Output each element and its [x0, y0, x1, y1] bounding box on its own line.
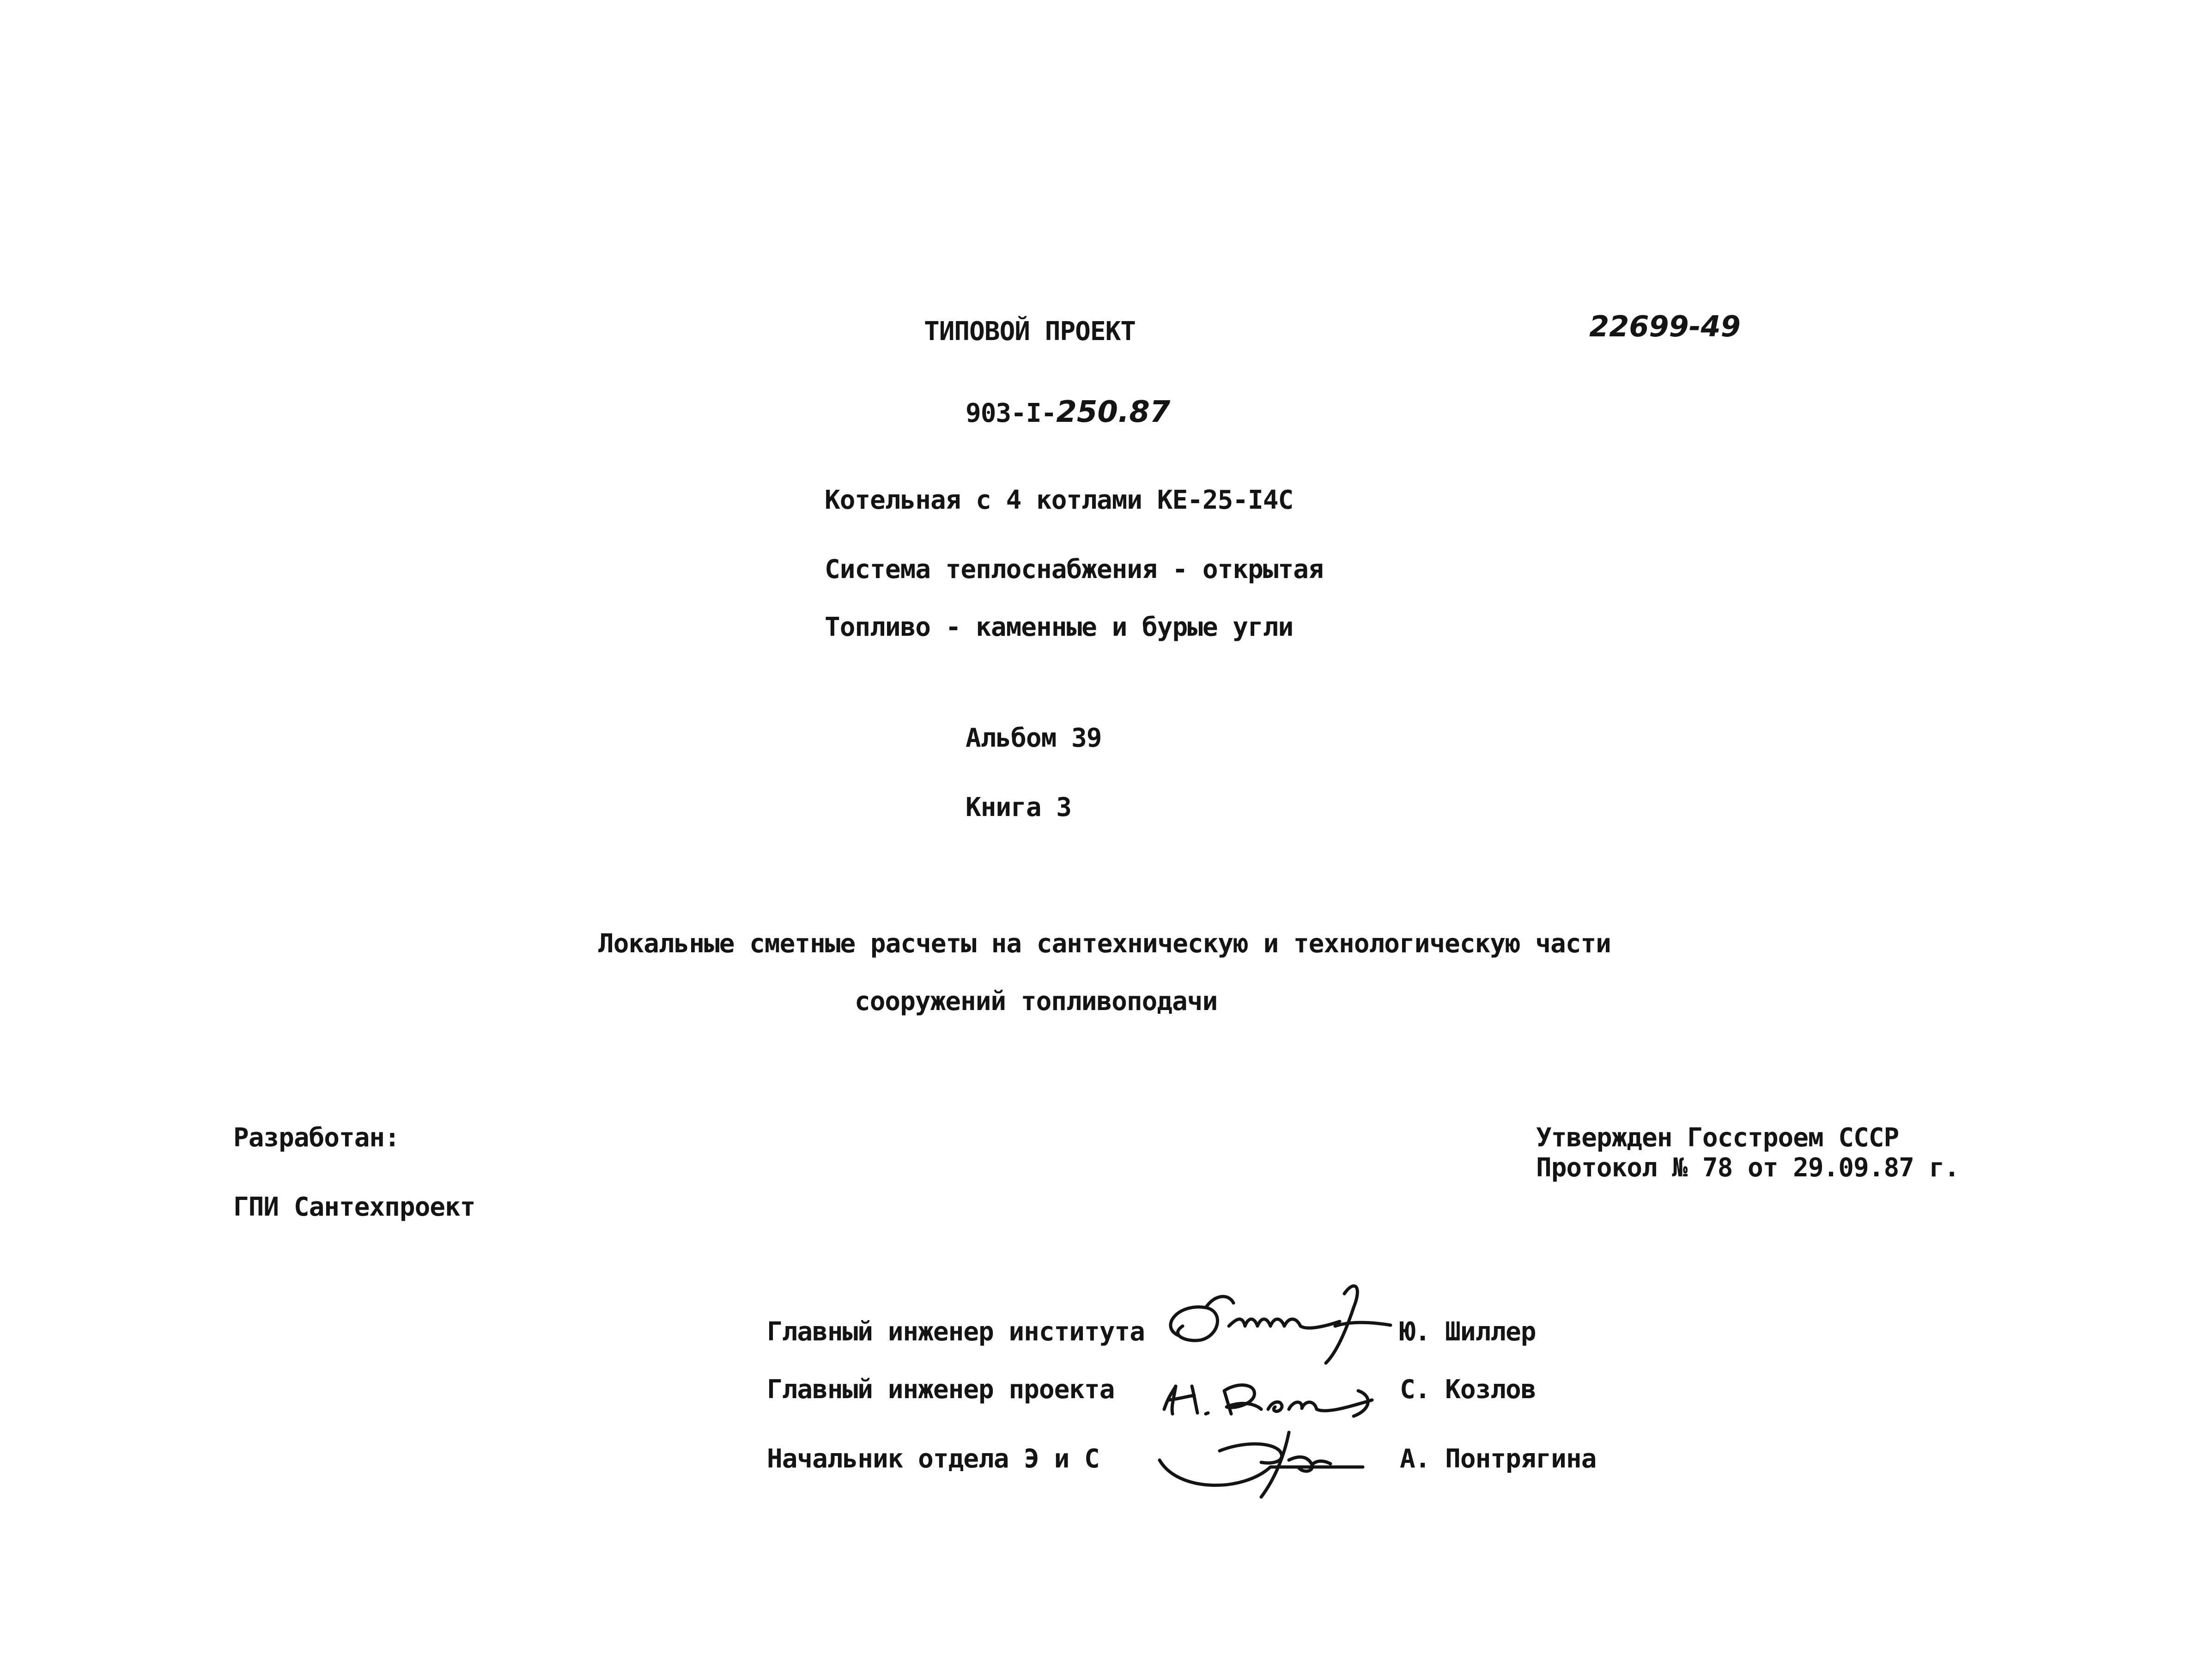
doc-type-title: ТИПОВОЙ ПРОЕКТ: [924, 317, 1136, 347]
signature-3: [1150, 1423, 1372, 1502]
project-line-1: Котельная с 4 котлами КЕ-25-I4С: [825, 485, 1294, 515]
project-code-printed: 903-I-: [966, 398, 1057, 428]
signatory-role-1: Главный инженер института: [767, 1317, 1145, 1347]
subject-line-2: сооружений топливоподачи: [855, 986, 1218, 1017]
subject-line-1: Локальные сметные расчеты на сантехническую и технологическую части: [598, 929, 1611, 959]
signatory-role-2: Главный инженер проекта: [767, 1375, 1115, 1405]
project-code: [966, 397, 1170, 427]
approval-line-2: Протокол № 78 от 29.09.87 г.: [1536, 1153, 1960, 1183]
signatory-name-1: Ю. Шиллер: [1400, 1317, 1536, 1347]
album-number: Альбом 39: [966, 723, 1102, 753]
project-line-3: Топливо - каменные и бурые угли: [825, 612, 1294, 642]
signature-2: [1155, 1363, 1395, 1428]
project-code-handwritten: 250.87: [1056, 395, 1171, 429]
signatory-role-3: Начальник отдела Э и С: [767, 1444, 1100, 1474]
approval-line-1: Утвержден Госстроем СССР: [1536, 1123, 1899, 1153]
book-number: Книга 3: [966, 792, 1072, 822]
developer-org: ГПИ Сантехпроект: [233, 1192, 475, 1222]
inventory-number: 22699-49: [1589, 310, 1741, 343]
developer-label: Разработан:: [233, 1123, 400, 1153]
signatory-name-3: А. Понтрягина: [1400, 1444, 1597, 1474]
project-line-2: Система теплоснабжения - открытая: [825, 554, 1324, 584]
signatory-name-2: С. Козлов: [1400, 1375, 1536, 1405]
signature-1: [1150, 1275, 1409, 1368]
